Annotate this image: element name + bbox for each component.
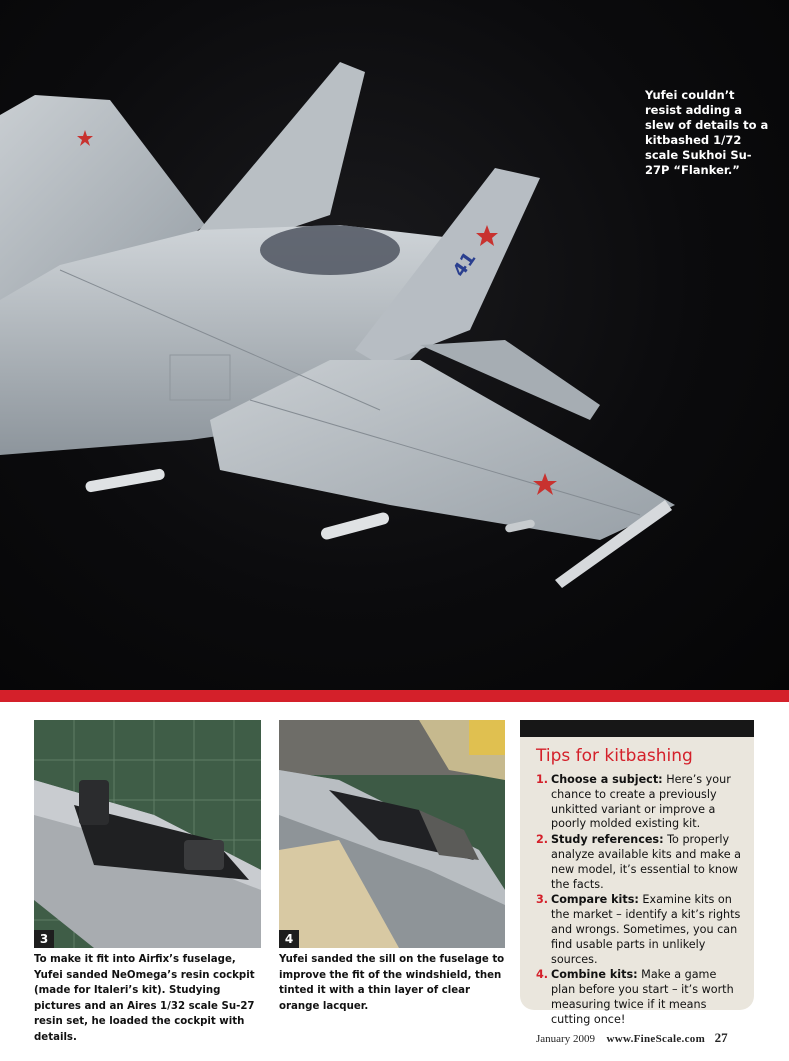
tips-title: Tips for kitbashing [536,746,693,766]
tip-number: 3. [536,893,549,907]
footer-website: www.FineScale.com [606,1033,706,1045]
page-number: 27 [714,1030,728,1045]
tip-text: Make a game plan before you start – it’s worth measuring twice if it means cutting once! [551,968,734,1026]
photo-cockpit-3 [34,720,261,948]
photo-number-3: 3 [34,930,54,948]
tip-heading: Compare kits: [551,893,639,907]
red-divider-bar [0,690,789,702]
tip-item [536,968,744,1027]
tip-number: 2. [536,833,549,847]
cockpit-resin-image [34,720,261,948]
tip-item [536,833,744,892]
tip-text: Here’s your chance to create a previously unkitted variant or improve a poorly molded existing kit. [551,773,731,831]
page-footer [536,1030,781,1046]
hero-caption: Yufei couldn’t resist adding a slew of details to a kitbashed 1/72 scale Sukhoi Su-27P “Flanker.” [645,88,769,177]
windshield-image [279,720,505,948]
photo-caption-3: To make it fit into Airfix’s fuselage, Yufei sanded NeOmega’s resin cockpit (made for Italeri’s kit). Studying pictures and an Aires 1/32 scale Su-27 resin set, he loaded the cockpit with details. [34,954,255,1043]
tip-heading: Combine kits: [551,968,638,982]
tip-item [536,893,744,967]
tip-number: 4. [536,968,549,982]
tip-item [536,773,744,832]
tip-heading: Study references: [551,833,664,847]
tail-number: 41 [448,248,481,281]
tip-text: Examine kits on the market – identify a kit’s rights and wrongs. Sometimes, you can find usable parts in unlikely sources. [551,893,741,966]
footer-date: January 2009 [536,1033,595,1045]
tips-sidebar [520,720,754,1026]
tips-header-band [520,720,754,737]
tip-heading: Choose a subject: [551,773,663,786]
photo-number-4: 4 [279,930,299,948]
tip-text: To properly analyze available kits and make a new model, it’s essential to know the facts. [551,833,741,891]
photo-caption-4: Yufei sanded the sill on the fuselage to improve the fit of the windshield, then tinted it with a thin layer of clear orange lacquer. [279,954,505,1012]
tips-list [520,773,754,1028]
photo-windshield-4 [279,720,505,948]
tip-number: 1. [536,773,549,786]
